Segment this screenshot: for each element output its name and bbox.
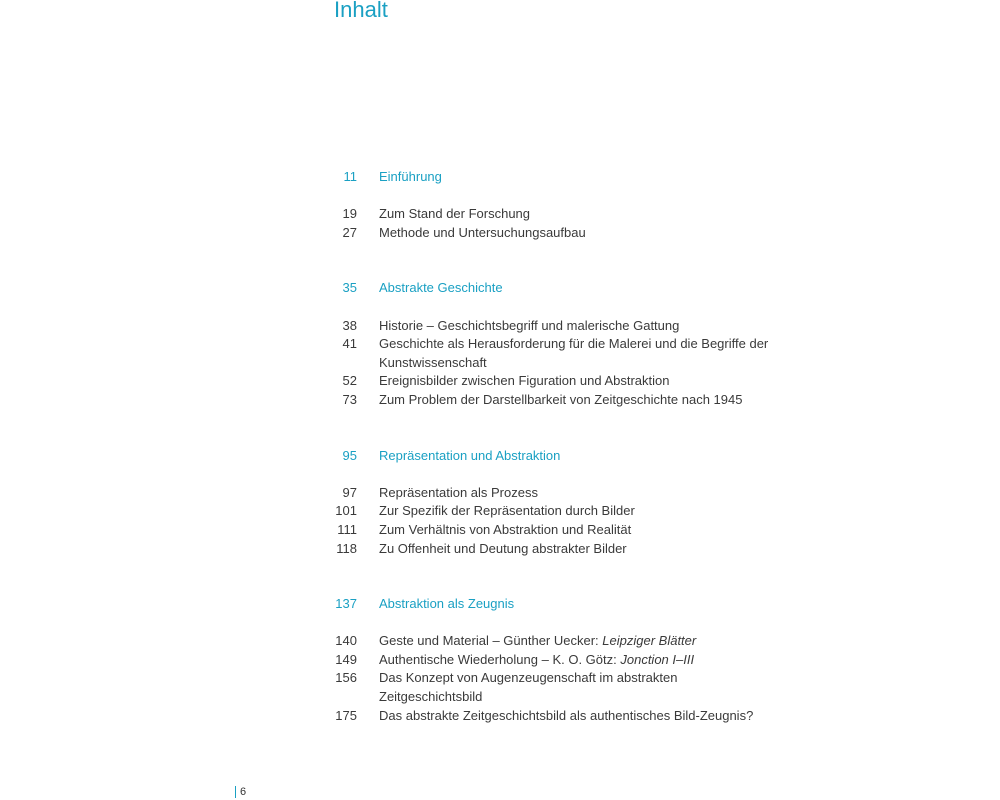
toc-entry[interactable] — [334, 651, 794, 670]
toc-chapter-title: Repräsentation und Abstraktion — [379, 447, 561, 463]
toc-entry[interactable] — [334, 205, 794, 224]
toc-entry-title: Zu Offenheit und Deutung abstrakter Bilder — [379, 540, 627, 556]
toc-page-number: 95 — [342, 447, 357, 463]
toc-page-number: 19 — [342, 206, 357, 222]
toc-entry-text: Authentische Wiederholung – K. O. Götz: — [379, 651, 621, 667]
toc-entry-title — [379, 632, 779, 651]
toc-entry[interactable] — [334, 317, 794, 336]
toc-page-number: 149 — [335, 651, 357, 667]
toc-entry[interactable] — [334, 372, 794, 391]
toc-chapter-heading[interactable] — [334, 595, 794, 614]
toc-page-number: 35 — [342, 280, 357, 296]
toc-page-number: 52 — [342, 373, 357, 389]
table-of-contents — [334, 168, 794, 762]
toc-entry-title: Geschichte als Herausforderung für die Malerei und die Begriffe der Kunstwissenschaft — [379, 336, 769, 370]
toc-page-number: 97 — [342, 484, 357, 500]
toc-chapter-title: Abstrakte Geschichte — [379, 280, 503, 296]
toc-page-number: 11 — [343, 169, 357, 184]
toc-entry-title: Historie – Geschichtsbegriff und malerische Gattung — [379, 317, 680, 333]
toc-page-number: 41 — [342, 336, 357, 352]
toc-entry[interactable] — [334, 502, 794, 521]
toc-entry-title: Zum Verhältnis von Abstraktion und Realität — [379, 521, 632, 537]
toc-entry-work-title: Jonction I–III — [620, 651, 695, 667]
toc-entry[interactable] — [334, 484, 794, 503]
toc-page-number: 175 — [335, 707, 357, 723]
toc-page-number: 73 — [342, 391, 357, 407]
toc-entry-title: Zum Problem der Darstellbarkeit von Zeitgeschichte nach 1945 — [379, 391, 743, 407]
toc-page-number: 156 — [335, 670, 357, 686]
toc-page-number: 101 — [335, 503, 357, 519]
toc-entry-work-title: Leipziger Blätter — [602, 633, 697, 649]
toc-entry[interactable] — [334, 632, 794, 651]
toc-page-number: 38 — [342, 317, 357, 333]
toc-page-number: 140 — [335, 633, 357, 649]
toc-section — [334, 447, 794, 559]
toc-chapter-heading[interactable] — [334, 168, 794, 187]
toc-page-number: 137 — [335, 596, 357, 612]
toc-entry-title — [379, 651, 779, 670]
page-title: Inhalt — [334, 0, 388, 22]
toc-chapter-title: Einführung — [379, 169, 442, 184]
toc-entry[interactable] — [334, 335, 794, 372]
toc-entry[interactable] — [334, 540, 794, 559]
toc-page-number: 118 — [336, 540, 357, 556]
toc-chapter-heading[interactable] — [334, 447, 794, 466]
toc-entry-title: Ereignisbilder zwischen Figuration und Abstraktion — [379, 373, 670, 389]
toc-entry-title: Zur Spezifik der Repräsentation durch Bilder — [379, 503, 635, 519]
toc-entry[interactable] — [334, 669, 794, 706]
toc-entry[interactable] — [334, 707, 794, 726]
toc-section — [334, 279, 794, 409]
toc-entry-title: Methode und Untersuchungsaufbau — [379, 224, 586, 240]
toc-entry[interactable] — [334, 521, 794, 540]
page-number: 6 — [235, 786, 246, 798]
toc-chapter-title: Abstraktion als Zeugnis — [379, 596, 515, 612]
toc-entry[interactable] — [334, 391, 794, 410]
toc-entry-title: Zum Stand der Forschung — [379, 206, 531, 222]
toc-page-number: 27 — [342, 224, 357, 240]
toc-entry-text: Geste und Material – Günther Uecker: — [379, 633, 603, 649]
toc-section — [334, 595, 794, 725]
toc-page-number: 111 — [337, 521, 357, 537]
toc-entry-title: Repräsentation als Prozess — [379, 484, 538, 500]
toc-section — [334, 168, 794, 242]
toc-entry[interactable] — [334, 224, 794, 243]
toc-chapter-heading[interactable] — [334, 279, 794, 298]
toc-entry-title: Das abstrakte Zeitgeschichtsbild als authentisches Bild-Zeugnis? — [379, 707, 754, 723]
toc-entry-title: Das Konzept von Augenzeugenschaft im abstrakten Zeitgeschichtsbild — [379, 670, 678, 705]
